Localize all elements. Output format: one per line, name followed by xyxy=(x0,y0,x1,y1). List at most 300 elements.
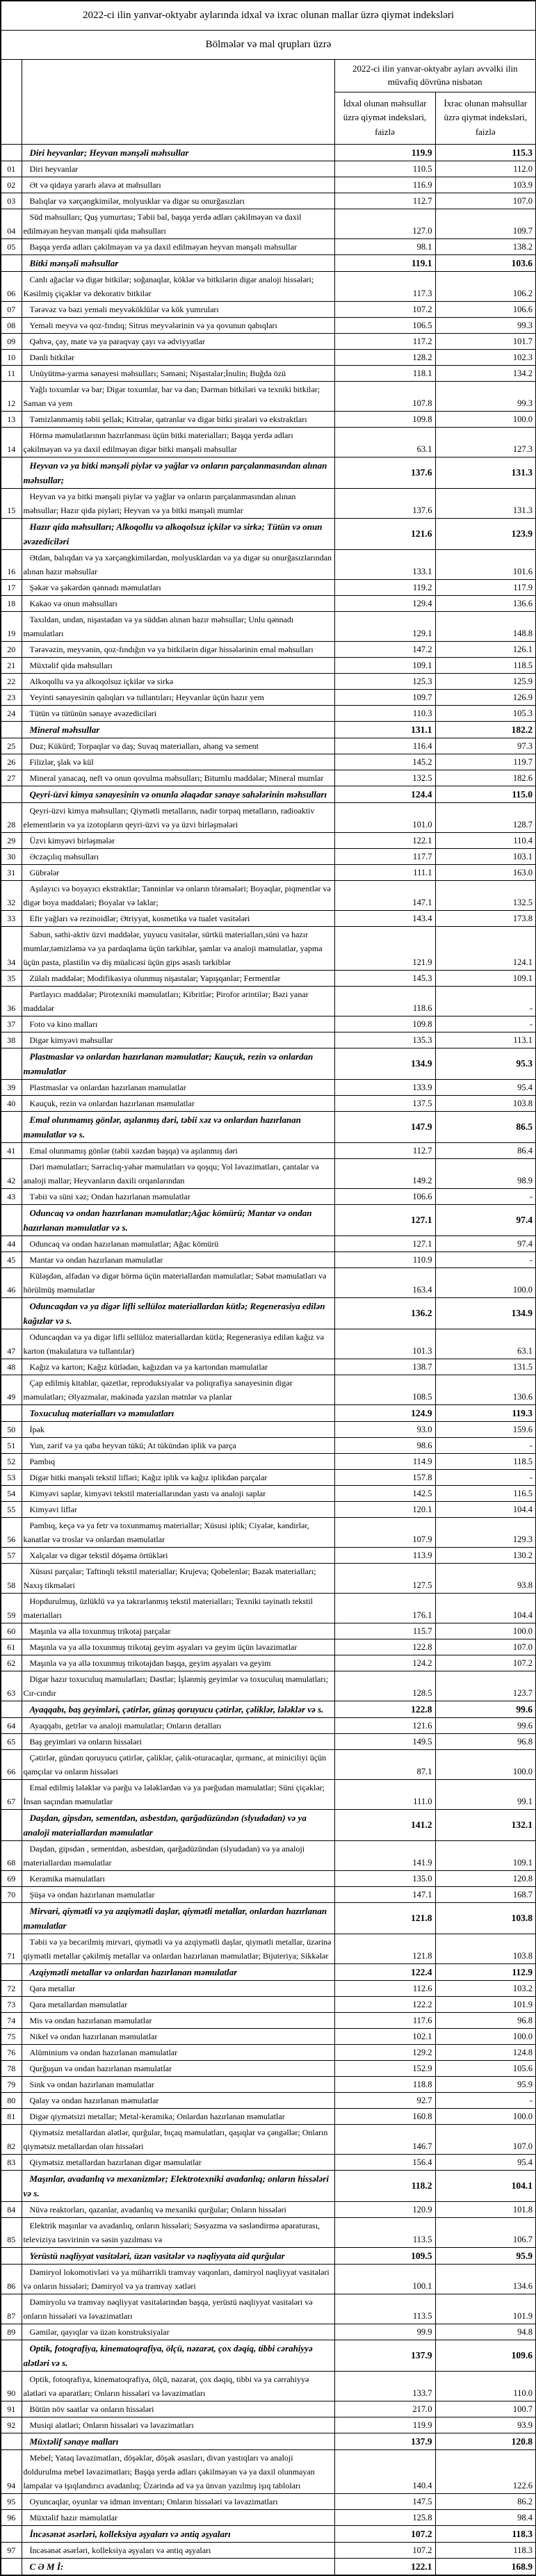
row-import-index: 119.9 xyxy=(334,145,435,161)
row-code xyxy=(1,2433,22,2450)
table-row xyxy=(1,519,536,550)
row-export-index: 134.6 xyxy=(435,2265,536,2294)
row-name: Ayaqqabı, baş geyimləri, çətirlər, günəş qoruyucu çətirlər, çəliklər, lələklər və s. xyxy=(22,1701,334,1718)
row-export-index: 116.5 xyxy=(435,1486,536,1502)
row-import-index: 118.1 xyxy=(334,366,435,382)
row-import-index: 118.6 xyxy=(334,987,435,1016)
row-export-index: 103.8 xyxy=(435,1934,536,1964)
table-row xyxy=(1,1623,536,1639)
row-export-index: 118.3 xyxy=(435,2526,536,2543)
row-name: Mineral məhsullar xyxy=(22,722,334,738)
row-export-index: 118.5 xyxy=(435,1454,536,1470)
row-export-index: 103.1 xyxy=(435,849,536,865)
row-export-index: 101.8 xyxy=(435,2202,536,2218)
row-export-index: - xyxy=(435,987,536,1016)
row-code: 91 xyxy=(1,2401,22,2417)
row-export-index: 110.0 xyxy=(435,2372,536,2401)
row-code: 32 xyxy=(1,881,22,911)
table-row xyxy=(1,2526,536,2543)
table-row xyxy=(1,550,536,580)
row-export-index: 99.6 xyxy=(435,1718,536,1734)
row-export-index: 119.3 xyxy=(435,1405,536,1422)
row-code: 76 xyxy=(1,2045,22,2061)
row-name: Duz; Kükürd; Torpaqlar və daş; Suvaq materialları, əhəng və sement xyxy=(22,738,334,754)
row-export-index: 132.5 xyxy=(435,881,536,911)
row-export-index: 97.4 xyxy=(435,1236,536,1252)
row-code: 59 xyxy=(1,1594,22,1623)
row-code: 11 xyxy=(1,366,22,382)
row-code: 33 xyxy=(1,911,22,927)
row-export-index: - xyxy=(435,1470,536,1486)
row-import-index: 121.8 xyxy=(334,1903,435,1934)
row-code: 70 xyxy=(1,1887,22,1903)
row-name: Yerüstü nəqliyyat vasitələri, üzən vasitələr və nəqliyyata aid qurğular xyxy=(22,2248,334,2265)
row-import-index: 131.1 xyxy=(334,722,435,738)
row-export-index: 138.2 xyxy=(435,239,536,255)
row-code: 95 xyxy=(1,2494,22,2510)
row-code: 31 xyxy=(1,865,22,881)
row-export-index: 103.6 xyxy=(435,255,536,272)
row-name: Hazır qida məhsulları; Alkoqollu və alkoqolsuz içkilər və sirkə; Tütün və onun əvəzediciləri xyxy=(22,519,334,550)
row-name: Oduncaq və ondan hazırlanan məmulatlar;Ağac kömürü; Mantar və ondan hazırlanan məmulatlar və s. xyxy=(22,1205,334,1236)
table-row xyxy=(1,1112,536,1143)
row-export-index: 100.0 xyxy=(435,1623,536,1639)
row-code: 47 xyxy=(1,1329,22,1359)
row-code: 28 xyxy=(1,803,22,833)
row-name: Ətdən, balıqdan və ya xərçəngkimilərdən, molyusklardan və ya digər su onurğasızlarından alınan hazır məhsullar xyxy=(22,550,334,580)
row-code xyxy=(1,1810,22,1841)
table-row xyxy=(1,722,536,738)
table-row xyxy=(1,255,536,272)
row-export-index: 110.4 xyxy=(435,833,536,849)
row-code: 66 xyxy=(1,1750,22,1780)
row-name: Maşınla və ya əllə toxunmuş trikotajdan başqa, geyim əşyaları və geyim xyxy=(22,1655,334,1671)
row-code: 39 xyxy=(1,1080,22,1096)
row-name: Üzvi kimyəvi birləşmələr xyxy=(22,833,334,849)
row-export-index: 86.5 xyxy=(435,1112,536,1143)
row-export-index: 124.8 xyxy=(435,2045,536,2061)
row-code: 81 xyxy=(1,2109,22,2125)
row-import-index: 149.5 xyxy=(334,1734,435,1750)
row-code xyxy=(1,2559,22,2576)
row-code: 97 xyxy=(1,2543,22,2559)
table-row xyxy=(1,1405,536,1422)
row-code: 94 xyxy=(1,2450,22,2494)
table-row xyxy=(1,1841,536,1871)
row-import-index: 217.0 xyxy=(334,2401,435,2417)
row-name: Ət və qidaya yararlı əlavə ət məhsulları xyxy=(22,177,334,193)
table-row xyxy=(1,161,536,177)
row-export-index: 97.3 xyxy=(435,738,536,754)
table-row xyxy=(1,1564,536,1594)
row-code: 01 xyxy=(1,161,22,177)
table-row xyxy=(1,1422,536,1438)
row-import-index: 117.3 xyxy=(334,272,435,302)
row-code: 05 xyxy=(1,239,22,255)
row-export-index: 96.8 xyxy=(435,1734,536,1750)
row-import-index: 98.6 xyxy=(334,1438,435,1454)
table-row xyxy=(1,1143,536,1159)
table-row xyxy=(1,1701,536,1718)
row-name: Canlı ağaclar və digər bitkilər; soğanaqlar, köklər və bitkilərin digər analoji hissələri; Kəsilmiş çiçəklər və dekorativ bitkilər xyxy=(22,272,334,302)
row-name: Dəmiryolu və tramvay nəqliyyat vasitələrindən başqa, yerüstü nəqliyyat vasitələri və onların hissələri və ləvazimatları xyxy=(22,2294,334,2324)
row-name: Alkoqollu və ya alkoqolsuz içkilər və sirkə xyxy=(22,674,334,690)
table-row xyxy=(1,2093,536,2109)
row-import-index: 156.4 xyxy=(334,2155,435,2171)
row-code: 62 xyxy=(1,1655,22,1671)
row-import-index: 100.1 xyxy=(334,2265,435,2294)
row-name: Alüminium və ondan hazırlanan məmulatlar xyxy=(22,2045,334,2061)
table-row xyxy=(1,239,536,255)
row-import-index: 119.2 xyxy=(334,580,435,596)
row-code: 63 xyxy=(1,1671,22,1701)
row-export-index: 96.8 xyxy=(435,2013,536,2029)
row-code: 72 xyxy=(1,1981,22,1997)
name-column-header xyxy=(22,60,334,145)
table-row xyxy=(1,754,536,770)
table-row xyxy=(1,2494,536,2510)
row-import-index: 121.6 xyxy=(334,519,435,550)
row-export-index: 109.7 xyxy=(435,209,536,239)
table-row xyxy=(1,881,536,911)
row-export-index: 93.9 xyxy=(435,2417,536,2433)
row-export-index: 112.0 xyxy=(435,161,536,177)
row-code: 46 xyxy=(1,1268,22,1298)
row-export-index: 120.8 xyxy=(435,2433,536,2450)
table-row xyxy=(1,1032,536,1048)
row-name: Oduncaq və ondan hazırlanan məmulatlar; Ağac kömürü xyxy=(22,1236,334,1252)
row-export-index: 125.9 xyxy=(435,674,536,690)
row-name: Emal edilmiş lələklər və pərğu və lələklərdən və ya pərğudan məmulatlar; Süni çiçəklər; İnsan saçından məmulatlar xyxy=(22,1780,334,1810)
row-name: Heyvan və ya bitki mənşəli piylər və yağlar və onların parçalanmasından alınan məhsullar; xyxy=(22,457,334,489)
row-export-index: 101.9 xyxy=(435,2294,536,2324)
row-import-index: 113.5 xyxy=(334,2218,435,2248)
row-name: Keramika məmulatları xyxy=(22,1871,334,1887)
row-import-index: 116.9 xyxy=(334,177,435,193)
row-export-index: 97.4 xyxy=(435,1205,536,1236)
row-import-index: 98.1 xyxy=(334,239,435,255)
row-code: 44 xyxy=(1,1236,22,1252)
row-code: 42 xyxy=(1,1159,22,1189)
row-import-index: 142.5 xyxy=(334,1486,435,1502)
table-row xyxy=(1,2061,536,2077)
row-import-index: 118.8 xyxy=(334,2077,435,2093)
row-name: Dəri məmulatları; Sərraclıq-yəhər məmulatları və qoşqu; Yol ləvazimatları, çantalar və analoji mallar; Heyvanların daxili orqanlarından xyxy=(22,1159,334,1189)
row-code: 19 xyxy=(1,612,22,642)
row-export-index: 159.6 xyxy=(435,1422,536,1438)
row-import-index: 110.9 xyxy=(334,1252,435,1268)
table-row xyxy=(1,971,536,987)
row-import-index: 93.0 xyxy=(334,1422,435,1438)
row-export-index: 99.3 xyxy=(435,382,536,412)
row-code: 20 xyxy=(1,642,22,658)
table-row xyxy=(1,2265,536,2294)
row-export-index: 136.6 xyxy=(435,596,536,612)
row-import-index: 63.1 xyxy=(334,428,435,457)
row-code xyxy=(1,255,22,272)
row-import-index: 128.5 xyxy=(334,1671,435,1701)
row-export-index: 107.0 xyxy=(435,1639,536,1655)
row-import-index: 122.8 xyxy=(334,1639,435,1655)
row-export-index: 134.2 xyxy=(435,366,536,382)
row-import-index: 112.7 xyxy=(334,1143,435,1159)
row-name: Hörmə məmulatlarının hazırlanması üçün bitki materialları; Başqa yerdə adları çəkilməyən və ya daxil edilməyən digər bitki mənşəli məhsullar xyxy=(22,428,334,457)
row-code: 74 xyxy=(1,2013,22,2029)
row-export-index: 106.7 xyxy=(435,2218,536,2248)
row-import-index: 147.1 xyxy=(334,881,435,911)
row-export-index: 123.7 xyxy=(435,1671,536,1701)
row-code: 64 xyxy=(1,1718,22,1734)
row-import-index: 121.9 xyxy=(334,927,435,971)
table-row xyxy=(1,1470,536,1486)
row-name: Qeyri-üzvi kimya məhsulları; Qiymətli metalların, nadir torpaq metalların, radioaktiv elementlərin və ya izotopların qeyri-üzvi və ya üzvi birləşmələri xyxy=(22,803,334,833)
row-import-index: 120.1 xyxy=(334,1502,435,1518)
row-name: Yağlı toxumlar və bar; Digər toxumlar, bar və dən; Dərman bitkiləri və texniki bitkilər; Saman və yem xyxy=(22,382,334,412)
row-export-index: 99.1 xyxy=(435,1780,536,1810)
row-code: 15 xyxy=(1,489,22,519)
row-export-index: 94.8 xyxy=(435,2324,536,2340)
table-row xyxy=(1,2109,536,2125)
row-name: Qəhvə, çay, mate və ya paraqvay çayı və ədviyyatlar xyxy=(22,334,334,350)
row-name: İncəsənət əsərləri, kolleksiya əşyaları və əntiq əşyaları xyxy=(22,2526,334,2543)
table-row xyxy=(1,457,536,489)
row-code: 48 xyxy=(1,1359,22,1375)
row-export-index: 99.3 xyxy=(435,318,536,334)
row-import-index: 134.9 xyxy=(334,1048,435,1080)
table-row xyxy=(1,803,536,833)
row-export-index: 107.2 xyxy=(435,1655,536,1671)
table-row xyxy=(1,2450,536,2494)
row-code: 02 xyxy=(1,177,22,193)
row-import-index: 133.1 xyxy=(334,550,435,580)
row-export-index: 126.9 xyxy=(435,690,536,706)
row-export-index: 106.6 xyxy=(435,302,536,318)
table-row xyxy=(1,1750,536,1780)
row-import-index: 107.2 xyxy=(334,2526,435,2543)
table-row xyxy=(1,1734,536,1750)
row-name: Əczaçılıq məhsulları xyxy=(22,849,334,865)
row-export-index: 106.2 xyxy=(435,272,536,302)
table-row xyxy=(1,1594,536,1623)
row-name: Sabun, səthi-aktiv üzvi maddələr, yuyucu vasitələr, sürtkü materialları,süni və hazır mumlar,təmizləmə və ya pardaqlama üçün tərkiblər, şamlar və analoji məmulatlar, yapma üçün pasta, plastilin və diş müalicəsi üçün gips əsaslı tərkiblər xyxy=(22,927,334,971)
row-import-index: 136.2 xyxy=(334,1298,435,1329)
row-code: 10 xyxy=(1,350,22,366)
row-code: 84 xyxy=(1,2202,22,2218)
table-row xyxy=(1,1454,536,1470)
row-export-index: - xyxy=(435,2093,536,2109)
row-import-index: 111.1 xyxy=(334,865,435,881)
row-import-index: 176.1 xyxy=(334,1594,435,1623)
row-export-index: 182.2 xyxy=(435,722,536,738)
row-code: 06 xyxy=(1,272,22,302)
row-import-index: 119.1 xyxy=(334,255,435,272)
row-name: Nüvə reaktorları, qazanlar, avadanlıq və mexaniki qurğular; Onların hissələri xyxy=(22,2202,334,2218)
row-import-index: 124.2 xyxy=(334,1655,435,1671)
row-export-index: 163.0 xyxy=(435,865,536,881)
row-import-index: 137.5 xyxy=(334,1096,435,1112)
table-row xyxy=(1,1997,536,2013)
row-name: Kimyəvi liflər xyxy=(22,1502,334,1518)
row-import-index: 119.9 xyxy=(334,2417,435,2433)
row-export-index: 120.8 xyxy=(435,1871,536,1887)
row-export-index: 104.4 xyxy=(435,1594,536,1623)
row-export-index: - xyxy=(435,1252,536,1268)
row-export-index: 101.9 xyxy=(435,1997,536,2013)
row-name: Maşınla və əllə toxunmuş trikotaj parçalar xyxy=(22,1623,334,1639)
row-name: Qiymətsiz metallardan alətlər, qurğular, bıçaq məmulatları, qaşıqlar və çəngəllər; Onların qiymətsiz metallardan olan hissələri xyxy=(22,2125,334,2155)
table-row xyxy=(1,1964,536,1981)
row-import-index: 122.8 xyxy=(334,1701,435,1718)
row-import-index: 128.2 xyxy=(334,350,435,366)
row-name: C Ə M İ: xyxy=(22,2559,334,2576)
row-name: Süd məhsulları; Quş yumurtası; Təbii bal, başqa yerdə adları çəkilməyən və daxil edilməyən heyvan mənşəli qida məhsulları xyxy=(22,209,334,239)
row-export-index: - xyxy=(435,1438,536,1454)
row-export-index: 104.1 xyxy=(435,2171,536,2202)
table-row xyxy=(1,272,536,302)
row-import-index: 107.2 xyxy=(334,302,435,318)
row-code: 14 xyxy=(1,428,22,457)
row-code: 86 xyxy=(1,2265,22,2294)
table-row xyxy=(1,1671,536,1701)
row-code: 34 xyxy=(1,927,22,971)
table-row xyxy=(1,302,536,318)
row-import-index: 146.7 xyxy=(334,2125,435,2155)
row-export-index: 95.9 xyxy=(435,2077,536,2093)
row-code: 36 xyxy=(1,987,22,1016)
row-import-index: 127.1 xyxy=(334,1236,435,1252)
row-name: Digər qiymətsizi metallar; Metal-keramika; Onlardan hazırlanan məmulatlar xyxy=(22,2109,334,2125)
row-code: 61 xyxy=(1,1639,22,1655)
table-row xyxy=(1,1718,536,1734)
row-export-index: 95.4 xyxy=(435,2155,536,2171)
row-import-index: 101.0 xyxy=(334,803,435,833)
row-code: 52 xyxy=(1,1454,22,1470)
row-import-index: 145.3 xyxy=(334,971,435,987)
row-code: 54 xyxy=(1,1486,22,1502)
table-row xyxy=(1,2543,536,2559)
row-import-index: 121.6 xyxy=(334,1718,435,1734)
row-export-index: 148.8 xyxy=(435,612,536,642)
row-name: Kimyəvi saplar, kimyəvi tekstil materiallarından yastı və analoji saplar xyxy=(22,1486,334,1502)
row-import-index: 141.9 xyxy=(334,1841,435,1871)
row-name: Mineral yanacaq, neft və onun qovulma məhsulları; Bitumlu maddələr; Mineral mumlar xyxy=(22,770,334,786)
page-subtitle: Bölmələr və mal qrupları üzrə xyxy=(1,31,536,60)
row-export-index: 173.8 xyxy=(435,911,536,927)
row-code: 51 xyxy=(1,1438,22,1454)
row-name: Diri heyvanlar; Heyvan mənşəli məhsullar xyxy=(22,145,334,161)
row-code: 73 xyxy=(1,1997,22,2013)
row-code xyxy=(1,2171,22,2202)
row-name: Xüsusi parçalar; Taftinqli tekstil materiallar; Krujeva; Qobelenlər; Bəzək materialları; Naxış tikmələri xyxy=(22,1564,334,1594)
table-row xyxy=(1,2372,536,2401)
row-import-index: 147.1 xyxy=(334,1887,435,1903)
row-import-index: 125.3 xyxy=(334,674,435,690)
row-name: Təbii və süni xəz; Ondan hazırlanan məmulatlar xyxy=(22,1189,334,1205)
table-row xyxy=(1,2559,536,2576)
row-code: 27 xyxy=(1,770,22,786)
row-export-index: 130.6 xyxy=(435,1375,536,1405)
row-import-index: 117.2 xyxy=(334,334,435,350)
row-code: 17 xyxy=(1,580,22,596)
row-import-index: 160.8 xyxy=(334,2109,435,2125)
table-row xyxy=(1,1268,536,1298)
row-name: Daşdan, gipsdən, sementdən, asbestdən, qarğadüzündən (slyudadan) və ya analoji materiallardan məmulatlar xyxy=(22,1810,334,1841)
table-row xyxy=(1,366,536,382)
row-import-index: 99.9 xyxy=(334,2324,435,2340)
row-code: 07 xyxy=(1,302,22,318)
row-export-index: 115.0 xyxy=(435,786,536,803)
row-export-index: 132.1 xyxy=(435,1810,536,1841)
row-code: 85 xyxy=(1,2218,22,2248)
row-import-index: 147.5 xyxy=(334,2494,435,2510)
row-name: Hopdurulmuş, üzlüklü və ya təkrarlanmış tekstil materialları; Texniki təyinatlı tekstil materialları xyxy=(22,1594,334,1623)
table-row xyxy=(1,1252,536,1268)
table-row xyxy=(1,2218,536,2248)
row-name: Bitki mənşəli məhsullar xyxy=(22,255,334,272)
table-row xyxy=(1,770,536,786)
row-code xyxy=(1,1048,22,1080)
row-import-index: 129.2 xyxy=(334,2045,435,2061)
table-row xyxy=(1,1502,536,1518)
row-export-index: 129.3 xyxy=(435,1518,536,1548)
row-import-index: 122.1 xyxy=(334,2559,435,2576)
row-code: 65 xyxy=(1,1734,22,1750)
table-row xyxy=(1,1096,536,1112)
row-export-index: 100.0 xyxy=(435,412,536,428)
table-row xyxy=(1,987,536,1016)
row-name: İpək xyxy=(22,1422,334,1438)
row-name: Mantar və ondan hazırlanan məmulatlar xyxy=(22,1252,334,1268)
table-row xyxy=(1,612,536,642)
row-export-index: 118.3 xyxy=(435,2543,536,2559)
row-export-index: 128.7 xyxy=(435,803,536,833)
table-row xyxy=(1,1780,536,1810)
row-code: 24 xyxy=(1,706,22,722)
row-import-index: 113.5 xyxy=(334,2294,435,2324)
row-import-index: 147.9 xyxy=(334,1112,435,1143)
row-export-index: 105.6 xyxy=(435,2061,536,2077)
row-import-index: 127.1 xyxy=(334,1205,435,1236)
row-name: Müxtəlif qida məhsulları xyxy=(22,658,334,674)
row-name: Maşınla və ya əllə toxunmuş trikotaj geyim əşyaları və geyim üçün ləvazimatlar xyxy=(22,1639,334,1655)
row-name: Bütün növ saatlar və onların hissələri xyxy=(22,2401,334,2417)
row-name: Təmizlənməmiş təbii şellak; Kitrələr, qatranlar və digər bitki şirələri və ekstraktları xyxy=(22,412,334,428)
table-row xyxy=(1,1375,536,1405)
row-code: 71 xyxy=(1,1934,22,1964)
row-export-index: 109.6 xyxy=(435,2340,536,2372)
table-row xyxy=(1,382,536,412)
row-export-index: 117.9 xyxy=(435,580,536,596)
row-import-index: 145.2 xyxy=(334,754,435,770)
table-row xyxy=(1,1887,536,1903)
row-import-index: 107.2 xyxy=(334,2543,435,2559)
row-code: 37 xyxy=(1,1016,22,1032)
table-row xyxy=(1,318,536,334)
row-name: Digər hazır toxuculuq məmulatları; Dəstlər; İşlənmiş geyimlər və toxuculuq məmulatları; Cır-cındır xyxy=(22,1671,334,1701)
row-export-index: 115.3 xyxy=(435,145,536,161)
table-row xyxy=(1,690,536,706)
row-name: Sink və ondan hazırlanan məmulatlar xyxy=(22,2077,334,2093)
row-name: Pambıq xyxy=(22,1454,334,1470)
row-import-index: 143.4 xyxy=(334,911,435,927)
row-import-index: 137.9 xyxy=(334,2433,435,2450)
period-group-header: 2022-ci ilin yanvar-oktyabr ayları əvvəlki ilin müvafiq dövrünə nisbətən xyxy=(334,60,536,92)
row-code: 69 xyxy=(1,1871,22,1887)
page-title: 2022-ci ilin yanvar-oktyabr aylarında idxal və ixrac olunan mallar üzrə qiymət indeksləri xyxy=(1,1,536,31)
row-code: 04 xyxy=(1,209,22,239)
table-row xyxy=(1,1016,536,1032)
row-export-index: 102.3 xyxy=(435,350,536,366)
